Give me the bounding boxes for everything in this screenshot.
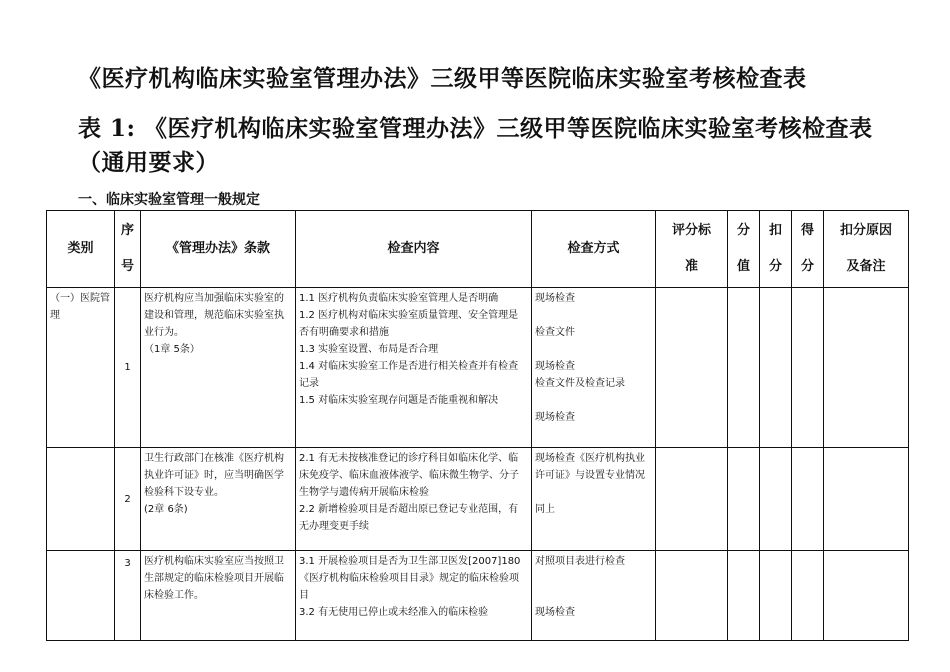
score-cell xyxy=(728,448,760,551)
table-header-row xyxy=(47,211,909,288)
clause-cell: 医疗机构临床实验室应当按照卫生部规定的临床检验项目开展临床检验工作。 xyxy=(141,551,296,641)
header-category: 类别 xyxy=(47,211,115,288)
deduct-cell xyxy=(760,551,792,641)
obtained-cell xyxy=(792,551,824,641)
score-cell xyxy=(728,288,760,448)
header-method: 检查方式 xyxy=(532,211,656,288)
clause-cell: 卫生行政部门在核准《医疗机构执业许可证》时，应当明确医学检验科下设专业。 (2章 6条) xyxy=(141,448,296,551)
content-cell: 2.1 有无未按核准登记的诊疗科目如临床化学、临床免疫学、临床血液体液学、临床微生物学、分子生物学与遗传病开展临床检验 2.2 新增检验项目是否超出原已登记专业范围，有无办理变更手续 xyxy=(296,448,532,551)
score-cell xyxy=(728,551,760,641)
deduct-cell xyxy=(760,448,792,551)
method-cell: 对照项目表进行检查 现场检查 xyxy=(532,551,656,641)
row-number: 2 xyxy=(115,448,141,551)
row-number: 1 xyxy=(115,288,141,448)
header-score: 分 值 xyxy=(728,211,760,288)
obtained-cell xyxy=(792,288,824,448)
table-subtitle: 表 1: 《医疗机构临床实验室管理办法》三级甲等医院临床实验室考核检查表（通用要求） xyxy=(78,115,873,176)
obtained-cell xyxy=(792,448,824,551)
standard-cell xyxy=(656,448,728,551)
header-content: 检查内容 xyxy=(296,211,532,288)
header-number: 序 号 xyxy=(115,211,141,288)
section-heading: 一、临床实验室管理一般规定 xyxy=(78,192,260,208)
standard-cell xyxy=(656,551,728,641)
reason-cell xyxy=(824,448,909,551)
table-row xyxy=(47,448,909,551)
header-clause: 《管理办法》条款 xyxy=(141,211,296,288)
content-cell: 3.1 开展检验项目是否为卫生部卫医发[2007]180《医疗机构临床检验项目目录》规定的临床检验项目 3.2 有无使用已停止或未经准入的临床检验 xyxy=(296,551,532,641)
reason-cell xyxy=(824,551,909,641)
header-deduct: 扣 分 xyxy=(760,211,792,288)
standard-cell xyxy=(656,288,728,448)
deduct-cell xyxy=(760,288,792,448)
method-cell: 现场检查 检查文件 现场检查 检查文件及检查记录 现场检查 xyxy=(532,288,656,448)
header-standard: 评分标 准 xyxy=(656,211,728,288)
content-cell: 1.1 医疗机构负责临床实验室管理人是否明确 1.2 医疗机构对临床实验室质量管理、安全管理是否有明确要求和措施 1.3 实验室设置、布局是否合理 1.4 对临床实验室工作是否进行相关检查并有检查记录 1.5 对临床实验室现存问题是否能重视和解决 xyxy=(296,288,532,448)
category-cell xyxy=(47,551,115,641)
inspection-table xyxy=(46,210,909,641)
category-cell xyxy=(47,448,115,551)
header-obtained: 得 分 xyxy=(792,211,824,288)
clause-cell: 医疗机构应当加强临床实验室的建设和管理，规范临床实验室执业行为。 （1章 5条） xyxy=(141,288,296,448)
document-title: 《医疗机构临床实验室管理办法》三级甲等医院临床实验室考核检查表 xyxy=(78,65,807,92)
header-reason: 扣分原因 及备注 xyxy=(824,211,909,288)
table-row xyxy=(47,551,909,641)
category-cell: （一）医院管理 xyxy=(47,288,115,448)
row-number: 3 xyxy=(115,551,141,641)
method-cell: 现场检查《医疗机构执业许可证》与设置专业情况 同上 xyxy=(532,448,656,551)
reason-cell xyxy=(824,288,909,448)
table-row xyxy=(47,288,909,448)
